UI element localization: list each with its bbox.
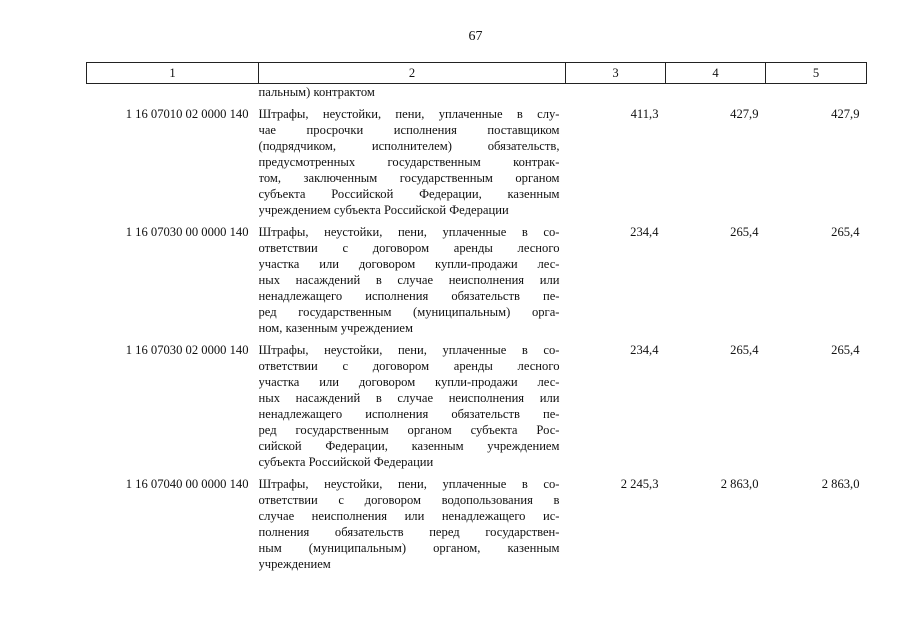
header-col-3: 3	[566, 63, 666, 84]
budget-table	[86, 62, 867, 578]
row-code: 1 16 07030 02 0000 140	[125, 343, 249, 357]
table-body	[87, 84, 867, 579]
row-value-col-5: 265,4	[831, 225, 860, 239]
header-col-5: 5	[766, 63, 867, 84]
row-name	[259, 476, 566, 578]
row-value-col-5: 2 863,0	[821, 477, 860, 491]
row-name-line: сийской Федерации, казенным учреждением	[258, 439, 560, 453]
row-name-line: том, заключенным государственным органом	[258, 171, 560, 185]
row-name-line: Штрафы, неустойки, пени, уплаченные в со-	[258, 225, 560, 239]
continuation-text: пальным) контрактом	[258, 85, 375, 99]
row-name-line: ненадлежащего исполнения обязательств пе-	[258, 407, 560, 421]
page-number: 67	[468, 29, 483, 44]
row-value-col-4: 2 863,0	[720, 477, 759, 491]
row-name-line: предусмотренных государственным контрак-	[258, 155, 560, 169]
continuation-row	[87, 84, 867, 107]
row-name	[259, 342, 566, 476]
row-name-line: ответствии с договором водопользования в	[258, 493, 560, 507]
row-name	[259, 106, 566, 224]
row-name-line: ред государственным (муниципальным) орга-	[258, 305, 560, 319]
row-name-line: (подрядчиком, исполнителем) обязательств,	[258, 139, 560, 153]
row-name-line: учреждением субъекта Российской Федерации	[258, 203, 509, 217]
row-name	[259, 224, 566, 342]
table-row	[87, 106, 867, 224]
row-name-line: ным (муниципальным) органом, казенным	[258, 541, 560, 555]
table-header	[87, 63, 867, 84]
row-value-col-4: 265,4	[730, 343, 759, 357]
table-row	[87, 342, 867, 476]
row-name-line: чае просрочки исполнения поставщиком	[258, 123, 560, 137]
row-name-line: участка или договором купли-продажи лес-	[258, 375, 560, 389]
row-name-line: субъекта Российской Федерации	[258, 455, 434, 469]
row-name-line: ных насаждений в случае неисполнения или	[258, 273, 560, 287]
table-row	[87, 224, 867, 342]
row-code: 1 16 07010 02 0000 140	[125, 107, 249, 121]
row-name-line: ответствии с договором аренды лесного	[258, 241, 560, 255]
row-name-line: полнения обязательств перед государствен-	[258, 525, 560, 539]
row-name-line: Штрафы, неустойки, пени, уплаченные в слу-	[258, 107, 560, 121]
row-value-col-3: 411,3	[630, 107, 659, 121]
row-value-col-4: 265,4	[730, 225, 759, 239]
row-value-col-4: 427,9	[730, 107, 759, 121]
continuation-v3-cell	[766, 84, 867, 107]
row-name-line: субъекта Российской Федерации, казенным	[258, 187, 560, 201]
table-row	[87, 476, 867, 578]
continuation-code-cell	[87, 84, 259, 107]
row-code: 1 16 07040 00 0000 140	[125, 477, 249, 491]
row-name-line: ном, казенным учреждением	[258, 321, 413, 335]
row-value-col-5: 427,9	[831, 107, 860, 121]
row-name-line: ответствии с договором аренды лесного	[258, 359, 560, 373]
row-value-col-3: 2 245,3	[620, 477, 659, 491]
row-name-line: Штрафы, неустойки, пени, уплаченные в со-	[258, 343, 560, 357]
row-value-col-3: 234,4	[630, 343, 659, 357]
header-col-4: 4	[666, 63, 766, 84]
continuation-v1-cell	[566, 84, 666, 107]
row-name-line: участка или договором купли-продажи лес-	[258, 257, 560, 271]
continuation-v2-cell	[666, 84, 766, 107]
row-name-line: ред государственным органом субъекта Рос-	[258, 423, 560, 437]
header-col-2: 2	[259, 63, 566, 84]
row-name-line: случае неисполнения или ненадлежащего ис-	[258, 509, 560, 523]
row-name-line: ненадлежащего исполнения обязательств пе-	[258, 289, 560, 303]
row-name-line: Штрафы, неустойки, пени, уплаченные в со-	[258, 477, 560, 491]
row-name-line: учреждением	[258, 557, 331, 571]
header-row	[87, 63, 867, 84]
header-col-1: 1	[87, 63, 259, 84]
row-value-col-5: 265,4	[831, 343, 860, 357]
row-value-col-3: 234,4	[630, 225, 659, 239]
row-name-line: ных насаждений в случае неисполнения или	[258, 391, 560, 405]
row-code: 1 16 07030 00 0000 140	[125, 225, 249, 239]
